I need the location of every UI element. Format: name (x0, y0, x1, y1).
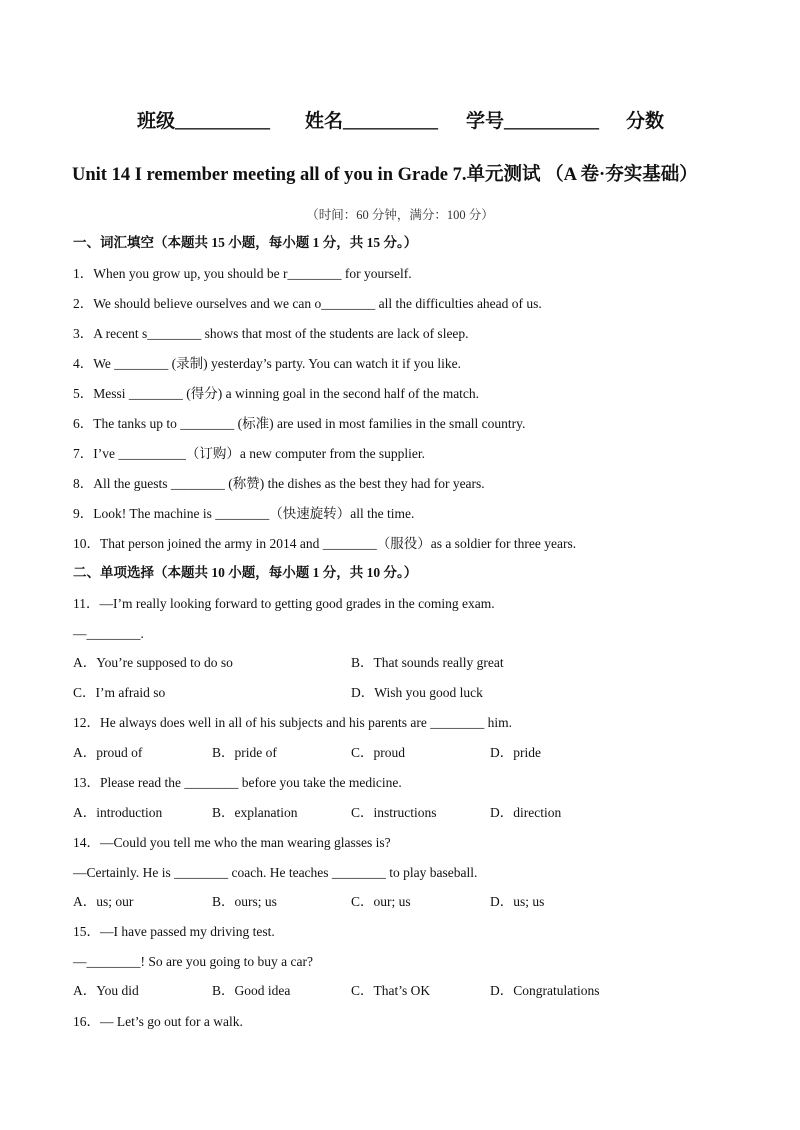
question-9: 9．Look! The machine is ________（快速旋转）all the time. (73, 506, 415, 521)
question-15-option-d: D．Congratulations (490, 983, 600, 998)
question-8: 8．All the guests ________ (称赞) the dishes as the best they had for years. (73, 476, 485, 491)
question-15-option-b: B．Good idea (212, 983, 291, 998)
section-heading-multiple-choice: 二、单项选择（本题共 10 小题，每小题 1 分，共 10 分。） (73, 565, 418, 580)
question-15-option-c: C．That’s OK (351, 983, 431, 998)
question-11-option-c: C．I’m afraid so (73, 685, 166, 700)
question-11-option-b: B．That sounds really great (351, 655, 504, 670)
question-1: 1．When you grow up, you should be r________ for yourself. (73, 266, 412, 281)
question-16-stem: 16．— Let’s go out for a walk. (73, 1014, 243, 1029)
question-13-option-c: C．instructions (351, 805, 437, 820)
question-14-option-b: B．ours; us (212, 894, 277, 909)
class-field: 班级__________ (137, 111, 271, 132)
page-title: Unit 14 I remember meeting all of you in Grade 7.单元测试 （A 卷·夯实基础） (72, 165, 698, 185)
question-12-option-d: D．pride (490, 745, 541, 760)
question-10: 10．That person joined the army in 2014 and ________（服役）as a soldier for three years. (73, 536, 577, 551)
question-13-option-d: D．direction (490, 805, 562, 820)
question-5: 5．Messi ________ (得分) a winning goal in the second half of the match. (73, 386, 480, 401)
section-heading-vocabulary: 一、词汇填空（本题共 15 小题，每小题 1 分，共 15 分。） (73, 235, 418, 250)
question-12-option-b: B．pride of (212, 745, 277, 760)
question-11-reply: —________. (73, 626, 144, 641)
score-field: 分数 (626, 111, 665, 132)
question-12-stem: 12．He always does well in all of his subjects and his parents are ________ him. (73, 715, 513, 730)
question-13-option-b: B．explanation (212, 805, 298, 820)
name-field: 姓名__________ (305, 111, 439, 132)
question-12-option-c: C．proud (351, 745, 405, 760)
question-4: 4．We ________ (录制) yesterday’s party. You can watch it if you like. (73, 356, 461, 371)
question-15-stem: 15．—I have passed my driving test. (73, 924, 275, 939)
question-13-option-a: A．introduction (73, 805, 163, 820)
question-11-option-d: D．Wish you good luck (351, 685, 483, 700)
exam-info: （时间：60 分钟，满分：100 分） (306, 208, 494, 222)
question-15-reply: —________! So are you going to buy a car? (73, 954, 313, 969)
question-14-option-a: A．us; our (73, 894, 134, 909)
question-12-option-a: A．proud of (73, 745, 143, 760)
question-14-stem: 14．—Could you tell me who the man wearing glasses is? (73, 835, 391, 850)
question-14-reply: —Certainly. He is ________ coach. He teaches ________ to play baseball. (73, 865, 478, 880)
question-11-option-a: A．You’re supposed to do so (73, 655, 233, 670)
question-6: 6．The tanks up to ________ (标准) are used in most families in the small country. (73, 416, 526, 431)
question-3: 3．A recent s________ shows that most of the students are lack of sleep. (73, 326, 469, 341)
question-13-stem: 13．Please read the ________ before you take the medicine. (73, 775, 402, 790)
student-id-field: 学号__________ (466, 111, 600, 132)
header-fields (0, 106, 800, 132)
question-11-stem: 11．—I’m really looking forward to getting good grades in the coming exam. (73, 596, 495, 611)
question-14-option-c: C．our; us (351, 894, 411, 909)
question-14-option-d: D．us; us (490, 894, 545, 909)
question-15-option-a: A．You did (73, 983, 139, 998)
question-2: 2．We should believe ourselves and we can o________ all the difficulties ahead of us. (73, 296, 542, 311)
question-7: 7．I’ve __________（订购）a new computer from the supplier. (73, 446, 426, 461)
